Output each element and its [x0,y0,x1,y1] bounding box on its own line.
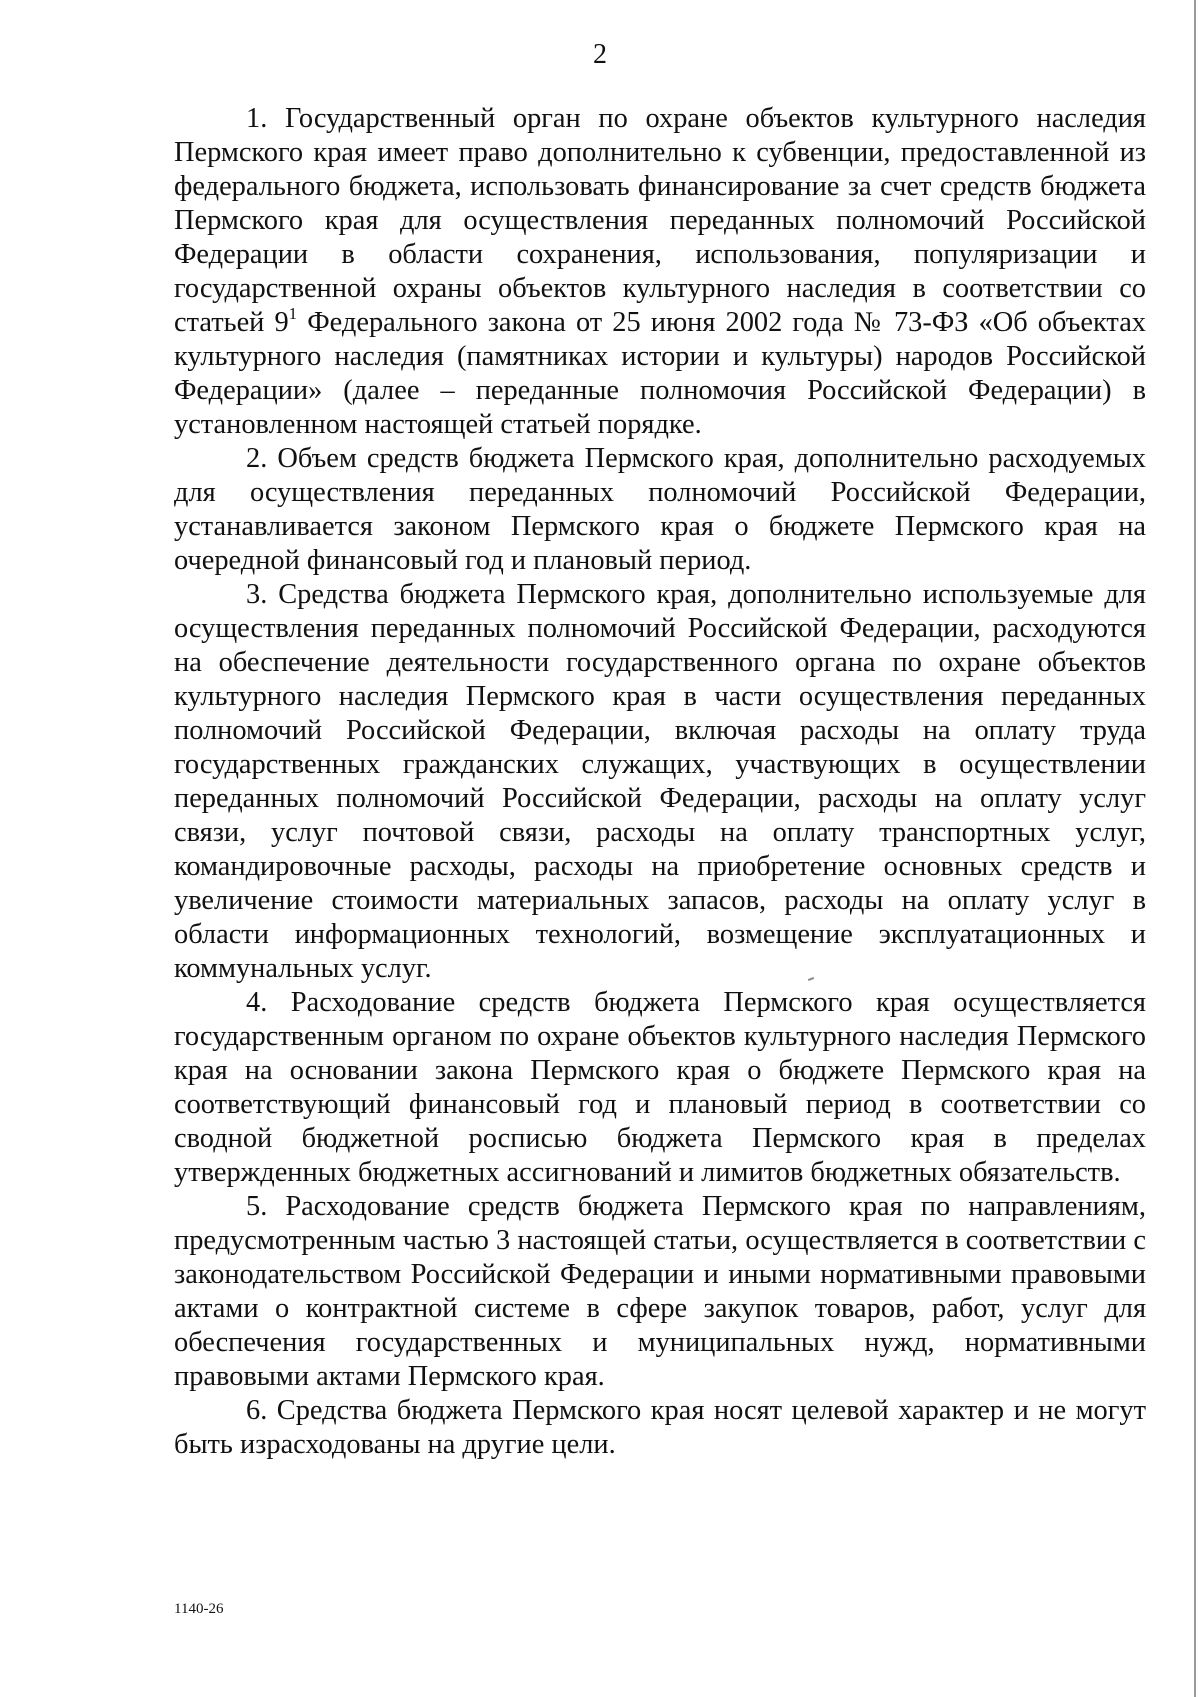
paragraph-2: 2. Объем средств бюджета Пермского края, дополнительно расходуемых для осуществления переданных полномочий Российской Федерации, устанавливается законом Пермского края о бюджете Пермского края на очередной финансовый год и плановый период. [174,443,1146,576]
paragraph-1-text-start: 1. Государственный орган по охране объектов культурного наследия Пермского края имеет право дополнительно к субвенции, предоставленной из федерального бюджета, использовать финансирование за счет средств бюджета Пермского края для осуществления переданных полномочий Российской Федерации в области сохранения, использования, популяризации и государственной охраны объектов культурного наследия в соответствии со статьей 9 [174,103,1146,338]
document-code: 1140-26 [174,1601,224,1617]
paragraph-1 [174,102,1146,442]
scan-edge-line [1194,0,1196,1697]
paragraph-5: 5. Расходование средств бюджета Пермского края по направлениям, предусмотренным частью 3 настоящей статьи, осуществляется в соответствии с законодательством Российской Федерации и иными нормативными правовыми актами о контрактной системе в сфере закупок товаров, работ, услуг для обеспечения государственных и муниципальных нужд, нормативными правовыми актами Пермского края. [174,1191,1146,1392]
paragraph-1-superscript: 1 [288,303,298,323]
document-body [174,102,1146,1462]
page-number: 2 [593,39,607,70]
paragraph-6: 6. Средства бюджета Пермского края носят целевой характер и не могут быть израсходованы на другие цели. [174,1395,1146,1460]
paragraph-3: 3. Средства бюджета Пермского края, дополнительно используемые для осуществления переданных полномочий Российской Федерации, расходуются на обеспечение деятельности государственного органа по охране объектов культурного наследия Пермского края в части осуществления переданных полномочий Российской Федерации, включая расходы на оплату труда государственных гражданских служащих, участвующих в осуществлении переданных полномочий Российской Федерации, расходы на оплату услуг связи, услуг почтовой связи, расходы на оплату транспортных услуг, командировочные расходы, расходы на приобретение основных средств и увеличение стоимости материальных запасов, расходы на оплату услуг в области информационных технологий, возмещение эксплуатационных и коммунальных услуг. [174,579,1146,984]
paragraph-1-text-end: Федерального закона от 25 июня 2002 года № 73-ФЗ «Об объектах культурного наследия (памятниках истории и культуры) народов Российской Федерации» (далее – переданные полномочия Российской Федерации) в установленном настоящей статьей порядке. [174,307,1146,440]
paragraph-4: 4. Расходование средств бюджета Пермского края осуществляется государственным органом по охране объектов культурного наследия Пермского края на основании закона Пермского края о бюджете Пермского края на соответствующий финансовый год и плановый период в соответствии со сводной бюджетной росписью бюджета Пермского края в пределах утвержденных бюджетных ассигнований и лимитов бюджетных обязательств. [174,987,1146,1188]
